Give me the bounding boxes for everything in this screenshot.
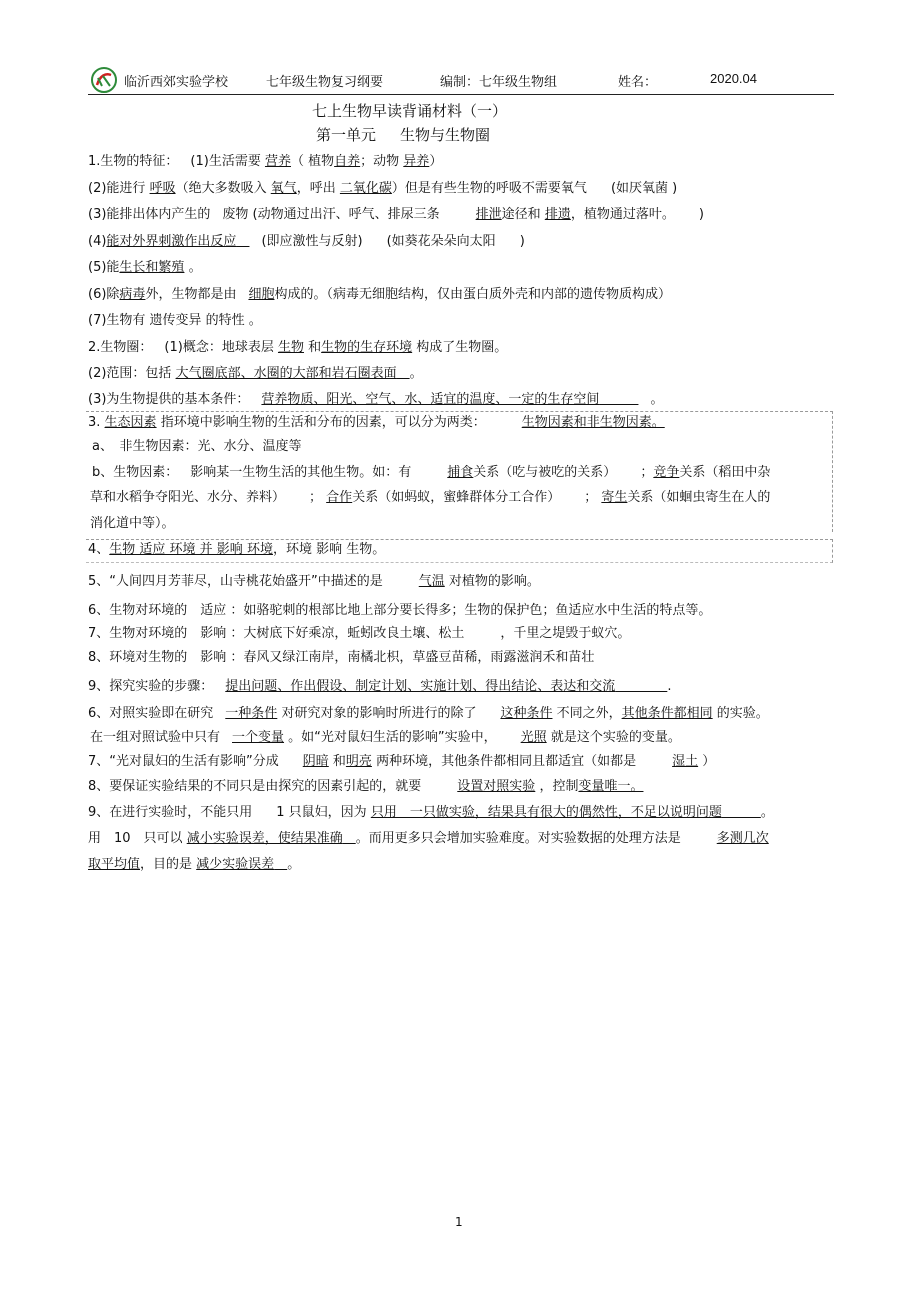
line-26 bbox=[88, 804, 774, 822]
answer: 减小实验误差，使结果准确 bbox=[186, 831, 343, 846]
text: ； bbox=[309, 490, 323, 505]
answer: 其他条件都相同 bbox=[621, 706, 713, 721]
unit-label: 第一单元 bbox=[316, 126, 377, 144]
text: 。 bbox=[409, 366, 423, 381]
text: (2)范围：包括 bbox=[88, 366, 172, 381]
line-3 bbox=[88, 206, 704, 224]
text: 6、对照实验即在研究 bbox=[88, 706, 214, 721]
line-9 bbox=[88, 365, 423, 383]
answer: 排泄 bbox=[475, 207, 502, 222]
text: 3. bbox=[88, 415, 101, 430]
text: 途径和 bbox=[501, 207, 541, 222]
text: ，目的是 bbox=[140, 857, 193, 872]
page-number: 1 bbox=[455, 1215, 463, 1229]
text: 5、“人间四月芳菲尽，山寺桃花始盛开”中描述的是 bbox=[88, 574, 383, 589]
text: 。 bbox=[188, 260, 202, 275]
school-logo-icon bbox=[90, 66, 118, 94]
text: 1 只鼠妇，因为 bbox=[276, 805, 367, 820]
line-27 bbox=[88, 830, 769, 848]
line-19 bbox=[88, 625, 630, 643]
line-8 bbox=[88, 339, 507, 357]
line-5 bbox=[88, 259, 202, 277]
text: ）但是有些生物的呼吸不需要氧气 bbox=[391, 181, 587, 196]
answer: 生长和繁殖 bbox=[119, 260, 185, 275]
text: 对研究对象的影响时所进行的除了 bbox=[281, 706, 477, 721]
answer: 排遗 bbox=[544, 207, 571, 222]
text: 用 10 只可以 bbox=[88, 831, 183, 846]
text: 。如“光对鼠妇生活的影响”实验中， bbox=[288, 730, 497, 745]
text: 草和水稻争夺阳光、水分、养料） bbox=[90, 490, 286, 505]
text: (6)除 bbox=[88, 287, 120, 302]
answer: 生态因素 bbox=[104, 415, 157, 430]
line-24 bbox=[88, 753, 715, 771]
answer: 营养 bbox=[264, 154, 291, 169]
line-17 bbox=[88, 573, 540, 591]
text: 7、生物对环境的 影响 ：大树底下好乘凉，蚯蚓改良土壤、松土 bbox=[88, 626, 465, 641]
text: 废物 (动物通过出汗、呼气、排尿三条 bbox=[222, 207, 440, 222]
text: 就是这个实验的变量。 bbox=[550, 730, 681, 745]
text: 和 bbox=[308, 340, 322, 355]
header-name-label: 姓名： bbox=[618, 75, 658, 90]
text: (1)生活需要 bbox=[190, 154, 261, 169]
text: . bbox=[667, 679, 672, 694]
text: 4、 bbox=[88, 542, 110, 557]
answer: 捕食 bbox=[447, 465, 474, 480]
unit-name: 生物与生物圈 bbox=[400, 126, 491, 144]
answer: 大气圈底部、水圈的大部和岩石圈表面 bbox=[175, 366, 397, 381]
answer: 呼吸 bbox=[149, 181, 176, 196]
header-date: 2020.04 bbox=[710, 71, 757, 86]
line-14 bbox=[90, 489, 770, 507]
text: 外，生物都是由 bbox=[145, 287, 237, 302]
text: 9、在进行实验时，不能只用 bbox=[88, 805, 253, 820]
line-2 bbox=[88, 180, 677, 198]
answer: 异养 bbox=[403, 154, 430, 169]
answer: 生物 bbox=[277, 340, 304, 355]
answer: 生物 适应 环境 并 影响 环境 bbox=[109, 542, 273, 557]
text: 对植物的影响。 bbox=[448, 574, 540, 589]
line-13 bbox=[92, 464, 770, 482]
text: 7、“光对鼠妇的生活有影响”分成 bbox=[88, 754, 279, 769]
line-1 bbox=[88, 153, 442, 171]
answer: 多测几次 bbox=[716, 831, 769, 846]
answer: 营养物质、阳光、空气、水、适宜的温度、一定的生存空间 bbox=[261, 392, 600, 407]
line-12: a、 非生物因素：光、水分、温度等 bbox=[92, 439, 302, 454]
answer: 合作 bbox=[326, 490, 353, 505]
text: (1)概念：地球表层 bbox=[164, 340, 274, 355]
text: 关系（如蚂蚁，蜜蜂群体分工合作） bbox=[352, 490, 561, 505]
line-15: 消化道中等）。 bbox=[90, 516, 175, 531]
answer: 这种条件 bbox=[500, 706, 553, 721]
text: 不同之外， bbox=[556, 706, 622, 721]
text: 的实验。 bbox=[716, 706, 769, 721]
line-4 bbox=[88, 233, 525, 251]
text: ，植物通过落叶。 bbox=[570, 207, 675, 222]
answer: 细胞 bbox=[248, 287, 275, 302]
answer: 一个变量 bbox=[232, 730, 285, 745]
text: 8、要保证实验结果的不同只是由探究的因素引起的，就要 bbox=[88, 779, 422, 794]
text: 。 bbox=[287, 857, 301, 872]
line-25 bbox=[88, 778, 643, 796]
line-16 bbox=[88, 541, 385, 559]
answer: 阴暗 bbox=[302, 754, 329, 769]
text: 1.生物的特征： bbox=[88, 154, 179, 169]
answer: 二氧化碳 bbox=[339, 181, 392, 196]
text: (3)为生物提供的基本条件： bbox=[88, 392, 250, 407]
text: (如葵花朵朵向太阳 bbox=[386, 234, 496, 249]
answer: 自养 bbox=[334, 154, 361, 169]
text: ； bbox=[640, 465, 654, 480]
document-title: 七上生物早读背诵材料（一） bbox=[312, 102, 508, 120]
answer: 氧气 bbox=[270, 181, 297, 196]
text: 构成了生物圈。 bbox=[416, 340, 508, 355]
text: 关系（如蛔虫寄生在人的 bbox=[627, 490, 771, 505]
line-22 bbox=[88, 705, 769, 723]
text: b、生物因素： bbox=[92, 465, 179, 480]
line-6 bbox=[88, 286, 671, 304]
text: ） bbox=[429, 154, 443, 169]
header-editor: 编制：七年级生物组 bbox=[440, 75, 558, 90]
text: ；动物 bbox=[360, 154, 400, 169]
text: 。而用更多只会增加实验难度。对实验数据的处理方法是 bbox=[355, 831, 681, 846]
text: 关系（吃与被吃的关系） bbox=[473, 465, 617, 480]
header-subject: 七年级生物复习纲要 bbox=[266, 75, 384, 90]
text: 。 bbox=[650, 392, 664, 407]
text: 。 bbox=[760, 805, 774, 820]
text: （绝大多数吸入 bbox=[175, 181, 267, 196]
answer: 生物因素和非生物因素。 bbox=[521, 415, 665, 430]
text: 和 bbox=[332, 754, 346, 769]
text: 构成的。（病毒无细胞结构，仅由蛋白质外壳和内部的遗传物质构成） bbox=[274, 287, 671, 302]
answer: 设置对照实验 bbox=[457, 779, 536, 794]
text: （ 植物 bbox=[290, 154, 335, 169]
answer: 湿土 bbox=[672, 754, 699, 769]
text: 两种环境，其他条件都相同且都适宜（如都是 bbox=[376, 754, 637, 769]
text: 2.生物圈： bbox=[88, 340, 153, 355]
answer: 提出问题、作出假设、制定计划、实施计划、得出结论、表达和交流 bbox=[225, 679, 616, 694]
answer: 减少实验误差 bbox=[196, 857, 275, 872]
text: ) bbox=[698, 207, 704, 222]
line-23 bbox=[90, 729, 681, 747]
text: ； bbox=[584, 490, 598, 505]
line-11 bbox=[88, 414, 665, 432]
text: ） bbox=[702, 754, 716, 769]
page-header bbox=[88, 64, 834, 95]
line-18: 6、生物对环境的 适应 ：如骆驼刺的根部比地上部分要长得多；生物的保护色；鱼适应水中生活的特点等。 bbox=[88, 603, 712, 618]
answer: 寄生 bbox=[601, 490, 628, 505]
answer: 变量唯一。 bbox=[578, 779, 644, 794]
answer: 生物的生存环境 bbox=[321, 340, 413, 355]
line-20: 8、环境对生物的 影响 ：春风又绿江南岸，南橘北枳，草盛豆苗稀，雨露滋润禾和苗壮 bbox=[88, 650, 595, 665]
answer: 取平均值 bbox=[88, 857, 141, 872]
answer: 一种条件 bbox=[225, 706, 278, 721]
answer: 气温 bbox=[418, 574, 445, 589]
answer: 明亮 bbox=[345, 754, 372, 769]
text: ，呼出 bbox=[296, 181, 336, 196]
text: (3)能排出体内产生的 bbox=[88, 207, 211, 222]
text: (4) bbox=[88, 234, 107, 249]
text: 指环境中影响生物的生活和分布的因素，可以分为两类： bbox=[160, 415, 486, 430]
answer: 只用 一只做实验，结果具有很大的偶然性，不足以说明问题 bbox=[370, 805, 722, 820]
text: 关系（稻田中杂 bbox=[679, 465, 771, 480]
text: (5)能 bbox=[88, 260, 120, 275]
answer: 光照 bbox=[520, 730, 547, 745]
text: 在一组对照试验中只有 bbox=[90, 730, 221, 745]
text: ，控制 bbox=[539, 779, 579, 794]
line-28 bbox=[88, 856, 300, 874]
answer: 病毒 bbox=[119, 287, 146, 302]
answer: 竞争 bbox=[653, 465, 680, 480]
text: ) bbox=[519, 234, 525, 249]
unit-title bbox=[316, 124, 490, 145]
line-7: (7)生物有 遗传变异 的特性 。 bbox=[88, 313, 262, 328]
text: (2)能进行 bbox=[88, 181, 146, 196]
text: 影响某一生物生活的其他生物。如：有 bbox=[190, 465, 412, 480]
answer: 能对外界刺激作出反应 bbox=[106, 234, 237, 249]
text: ，环境 影响 生物。 bbox=[272, 542, 386, 557]
line-21 bbox=[88, 678, 671, 696]
text: ，千里之堤毁于蚁穴。 bbox=[500, 626, 631, 641]
text: (如厌氧菌 ) bbox=[610, 181, 678, 196]
line-10 bbox=[88, 391, 663, 409]
header-school: 临沂西郊实验学校 bbox=[124, 75, 229, 90]
text: 9、探究实验的步骤： bbox=[88, 679, 214, 694]
text: (即应激性与反射) bbox=[261, 234, 363, 249]
